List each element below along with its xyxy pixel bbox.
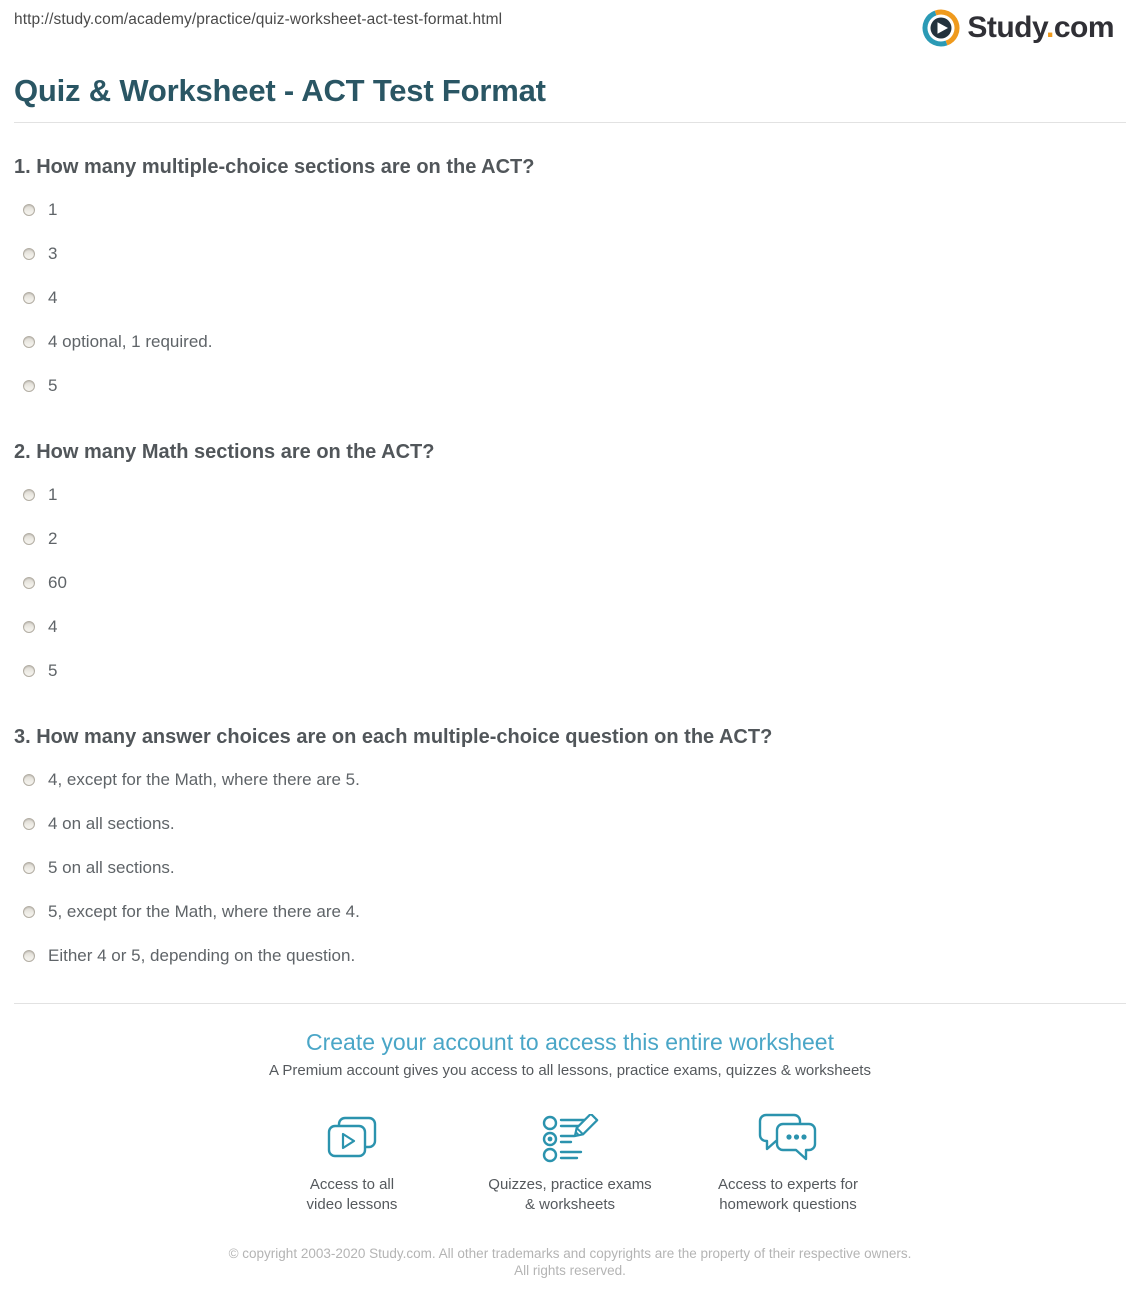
- radio-button-icon[interactable]: [23, 380, 35, 392]
- radio-button-icon[interactable]: [23, 204, 35, 216]
- question-1-option-5[interactable]: [14, 364, 1126, 408]
- question-1-text: 1. How many multiple-choice sections are on the ACT?: [14, 156, 535, 178]
- cta-subheading: A Premium account gives you access to all lessons, practice exams, quizzes & worksheets: [269, 1062, 871, 1079]
- option-label: 4: [48, 617, 58, 636]
- radio-button-icon[interactable]: [23, 665, 35, 677]
- feature-label: Quizzes, practice exams & worksheets: [488, 1176, 652, 1213]
- footer-divider: [14, 1003, 1126, 1004]
- question-2-option-1[interactable]: [14, 473, 1126, 517]
- radio-button-icon[interactable]: [23, 862, 35, 874]
- quizzes-worksheets-icon: [541, 1111, 599, 1167]
- question-3-option-4[interactable]: [14, 890, 1126, 934]
- question-1-option-4[interactable]: [14, 320, 1126, 364]
- feature-label: Access to all video lessons: [306, 1176, 398, 1213]
- feature-list: [14, 1111, 1126, 1215]
- question-2-option-2[interactable]: [14, 517, 1126, 561]
- cta-heading: Create your account to access this entire worksheet: [306, 1029, 834, 1055]
- studycom-wordmark: Study.com: [967, 11, 1114, 44]
- question-3-options: [14, 758, 1126, 978]
- radio-button-icon[interactable]: [23, 292, 35, 304]
- feature-expert-help: [679, 1111, 897, 1215]
- feature-label: Access to experts for homework questions: [717, 1176, 859, 1213]
- option-label: 60: [48, 573, 67, 592]
- question-1: [14, 157, 1126, 408]
- option-label: Either 4 or 5, depending on the question.: [48, 946, 356, 965]
- option-label: 5 on all sections.: [48, 858, 175, 877]
- radio-button-icon[interactable]: [23, 950, 35, 962]
- question-3-option-5[interactable]: [14, 934, 1126, 978]
- question-2-option-3[interactable]: [14, 561, 1126, 605]
- option-label: 1: [48, 485, 58, 504]
- option-label: 5: [48, 661, 58, 680]
- radio-button-icon[interactable]: [23, 774, 35, 786]
- question-1-option-1[interactable]: [14, 188, 1126, 232]
- question-3-option-2[interactable]: [14, 802, 1126, 846]
- question-3-option-3[interactable]: [14, 846, 1126, 890]
- experts-chat-icon: [757, 1111, 819, 1167]
- option-label: 4: [48, 288, 58, 307]
- question-2: [14, 442, 1126, 693]
- radio-button-icon[interactable]: [23, 906, 35, 918]
- question-2-options: [14, 473, 1126, 693]
- option-label: 5: [48, 376, 58, 395]
- studycom-logo[interactable]: [922, 9, 1114, 47]
- copyright-notice: © copyright 2003-2020 Study.com. All other trademarks and copyrights are the property of their respective owners. All rights reserved.: [228, 1246, 912, 1278]
- radio-button-icon[interactable]: [23, 533, 35, 545]
- question-1-option-2[interactable]: [14, 232, 1126, 276]
- option-label: 4 optional, 1 required.: [48, 332, 213, 351]
- question-2-text: 2. How many Math sections are on the ACT?: [14, 441, 435, 463]
- option-label: 4 on all sections.: [48, 814, 175, 833]
- option-label: 5, except for the Math, where there are 4.: [48, 902, 360, 921]
- question-3-text: 3. How many answer choices are on each multiple-choice question on the ACT?: [14, 726, 773, 748]
- feature-quizzes-worksheets: [461, 1111, 679, 1215]
- radio-button-icon[interactable]: [23, 489, 35, 501]
- question-2-option-4[interactable]: [14, 605, 1126, 649]
- page-title: Quiz & Worksheet - ACT Test Format: [14, 73, 546, 108]
- question-1-options: [14, 188, 1126, 408]
- question-2-option-5[interactable]: [14, 649, 1126, 693]
- question-3-option-1[interactable]: [14, 758, 1126, 802]
- feature-video-lessons: [243, 1111, 461, 1215]
- question-1-option-3[interactable]: [14, 276, 1126, 320]
- option-label: 3: [48, 244, 58, 263]
- radio-button-icon[interactable]: [23, 621, 35, 633]
- page-url: http://study.com/academy/practice/quiz-worksheet-act-test-format.html: [14, 11, 503, 28]
- question-3: [14, 727, 1126, 978]
- video-lessons-icon: [325, 1111, 379, 1167]
- option-label: 1: [48, 200, 58, 219]
- studycom-play-icon: [922, 9, 960, 47]
- title-divider: [14, 122, 1126, 123]
- radio-button-icon[interactable]: [23, 577, 35, 589]
- radio-button-icon[interactable]: [23, 818, 35, 830]
- radio-button-icon[interactable]: [23, 336, 35, 348]
- option-label: 4, except for the Math, where there are 5.: [48, 770, 360, 789]
- option-label: 2: [48, 529, 58, 548]
- radio-button-icon[interactable]: [23, 248, 35, 260]
